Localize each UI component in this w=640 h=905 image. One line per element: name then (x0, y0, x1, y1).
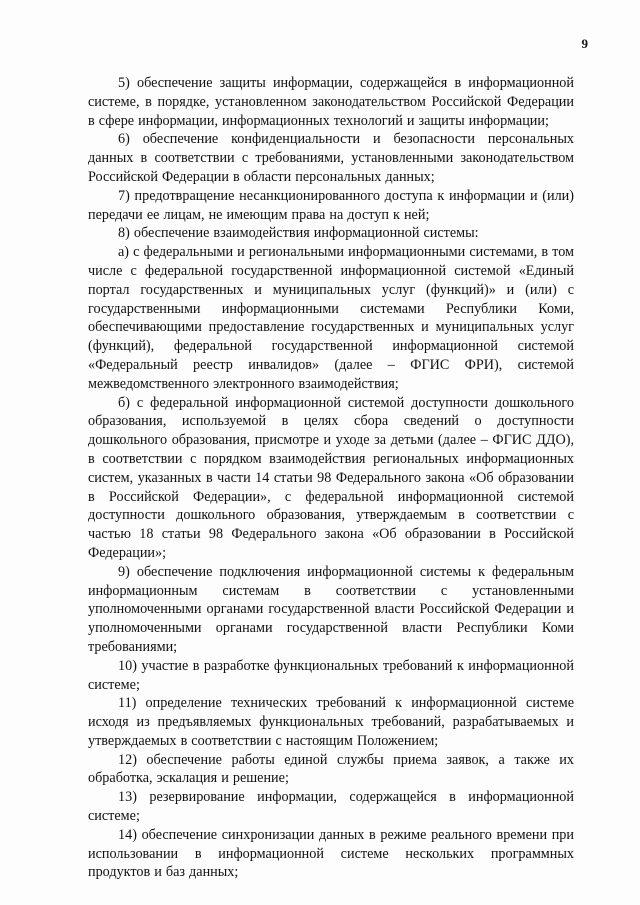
page-number: 9 (581, 36, 588, 51)
paragraph-12: 12) обеспечение работы единой службы приема заявок, а также их обработка, эскалация и решение; (88, 751, 574, 787)
paragraph-13: 13) резервирование информации, содержащейся в информационной системе; (88, 789, 574, 825)
paragraph-8: 8) обеспечение взаимодействия информационной системы: (118, 225, 479, 242)
paragraph-5: 5) обеспечение защиты информации, содержащейся в информационной системе, в порядке, установленном законодательством Российской Федерации в сфере информации, информационных технологий и защиты информации; (88, 75, 574, 129)
paragraph-10: 10) участие в разработке функциональных требований к информационной системе; (88, 657, 574, 693)
paragraph-6: 6) обеспечение конфиденциальности и безопасности персональных данных в соответствии с требованиями, установленными законодательством Российской Федерации в области персональных данных; (88, 131, 574, 185)
paragraph-7: 7) предотвращение несанкционированного доступа к информации и (или) передачи ее лицам, не имеющим права на доступ к ней; (88, 187, 574, 223)
document-body (88, 74, 574, 882)
paragraph-8b: б) с федеральной информационной системой доступности дошкольного образования, используемой в целях сбора сведений о доступности дошкольного образования, присмотре и уходе за детьми (далее – ФГИС ДДО), в соответствии с порядком взаимодействия региональных информационных систем, указанных в части 14 статьи 98 Федерального закона «Об образовании в Российской Федерации», с федеральной информационной системой доступности дошкольного образования, утверждаемым в соответствии с частью 18 статьи 98 Федерального закона «Об образовании в Российской Федерации»; (88, 394, 574, 561)
paragraph-11: 11) определение технических требований к информационной системе исходя из предъявляемых функциональных требований, разрабатываемых и утверждаемых в соответствии с настоящим Положением; (88, 695, 574, 749)
paragraph-14: 14) обеспечение синхронизации данных в режиме реального времени при использовании в информационной системе нескольких программных продуктов и баз данных; (88, 826, 574, 881)
paragraph-9: 9) обеспечение подключения информационной системы к федеральным информационным системам в соответствии с установленными уполномоченными органами государственной власти Российской Федерации и уполномоченными органами государственной власти Республики Коми требованиями; (88, 563, 574, 655)
paragraph-8a: а) с федеральными и региональными информационными системами, в том числе с федеральной государственной информационной системой «Единый портал государственных и муниципальных услуг (функций)» и (или) с государственными информационными системами Республики Коми, обеспечивающими предоставление государственных и муниципальных услуг (функций), федеральной государственной информационной системой «Федеральный реестр инвалидов» (далее – ФГИС ФРИ), системой межведомственного электронного взаимодействия; (88, 244, 574, 392)
